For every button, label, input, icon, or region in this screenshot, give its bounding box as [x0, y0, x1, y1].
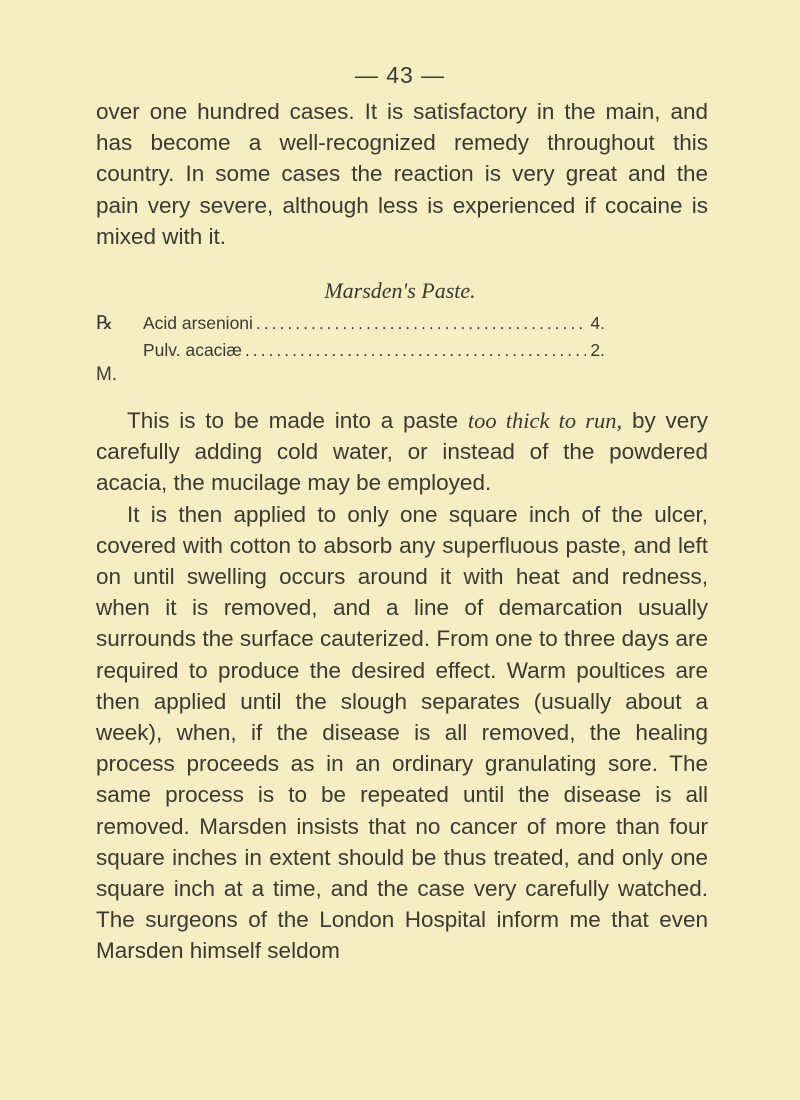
ingredient-row — [143, 313, 605, 334]
intro-text: over one hundred cases. It is satisfactory in the main, and has become a well-recognized remedy throughout this country. In some cases the reaction is very great and the pain very severe, although less is experienced if cocaine is mixed with it. — [96, 99, 708, 249]
paragraph-text: by very carefully adding cold water, or instead of the powdered acacia, the mucilage may be employed. — [96, 408, 709, 496]
ingredient-name: Acid arsenioni — [143, 313, 253, 333]
page-number: — 43 — — [354, 62, 446, 88]
emphasized-phrase: too thick to run, — [467, 408, 623, 433]
paragraph-application: It is then applied to only one square inch of the ulcer, covered with cotton to absorb any superfluous paste, and left on until swelling occurs around it with heat and redness, when it is removed, and a line of demarcation usually surrounds the surface cauterized. From one to three days are required to produce the desired effect. Warm poultices are then applied until the slough separates (usually about a week), when, if the disease is all removed, the healing process proceeds as in an ordinary granulating sore. The same process is to be repeated until the disease is all removed. Marsden insists that no cancer of more than four square inches in extent should be thus treated, and only one square inch at a time, and the case very carefully watched. The surgeons of the London Hospital inform me that even Marsden himself seldom — [96, 501, 708, 964]
misce-instruction: M. — [96, 364, 118, 385]
ingredient-name: Pulv. acaciæ — [143, 340, 242, 360]
ingredient-row — [143, 340, 605, 361]
rx-icon: ℞ — [96, 312, 114, 334]
ingredient-quantity: 2. — [590, 340, 605, 360]
body-text — [96, 405, 708, 967]
ingredient-quantity: 4. — [590, 313, 605, 333]
formula-heading: Marsden's Paste. — [324, 278, 476, 303]
dot-leader — [256, 313, 586, 334]
intro-paragraph — [96, 96, 708, 252]
paragraph-text: This is to be made into a paste — [127, 408, 468, 433]
dot-leader — [245, 340, 586, 361]
paragraph-paste-preparation — [96, 405, 708, 499]
